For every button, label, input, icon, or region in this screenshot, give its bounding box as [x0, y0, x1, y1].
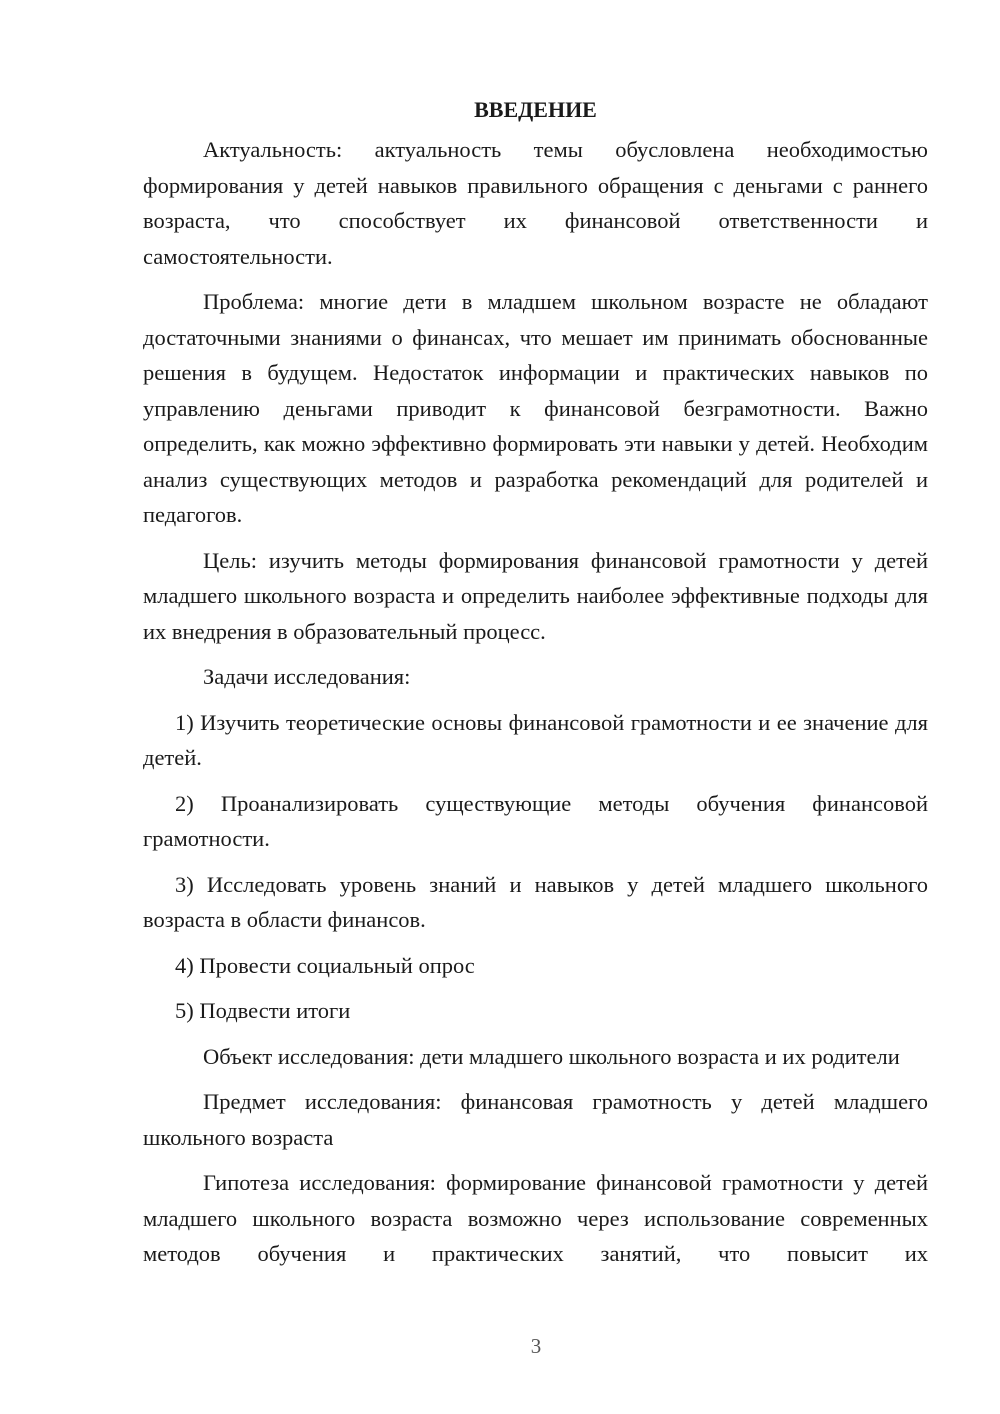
task-item-4: 4) Провести социальный опрос [175, 952, 475, 978]
paragraph-relevance: Актуальность: актуальность темы обусловлена необходимостью формирования у детей навыков правильного обращения с деньгами с раннего возраста, что способствует их финансовой ответственности и самостоятельности. [143, 137, 928, 269]
task-item-3: 3) Исследовать уровень знаний и навыков у детей младшего школьного возраста в области финансов. [143, 871, 928, 932]
page-title: ВВЕДЕНИЕ [474, 97, 597, 122]
paragraph-tasks-heading: Задачи исследования: [203, 664, 411, 689]
page-number: 3 [530, 1334, 542, 1358]
paragraph-goal: Цель: изучить методы формирования финансовой грамотности у детей младшего школьного возраста и определить наиболее эффективные подходы для их внедрения в образовательный процесс. [143, 547, 928, 644]
task-item-1: 1) Изучить теоретические основы финансовой грамотности и ее значение для детей. [143, 709, 928, 770]
task-item-2: 2) Проанализировать существующие методы обучения финансовой грамотности. [143, 790, 928, 851]
document-page [143, 92, 928, 1282]
paragraph-hypothesis: Гипотеза исследования: формирование финансовой грамотности у детей младшего школьного возраста возможно через использование современных методов обучения и практических занятий, что повысит их [143, 1170, 928, 1266]
paragraph-object: Объект исследования: дети младшего школьного возраста и их родители [203, 1043, 900, 1069]
paragraph-problem: Проблема: многие дети в младшем школьном возрасте не обладают достаточными знаниями о финансах, что мешает им принимать обоснованные решения в будущем. Недостаток информации и практических навыков по управлению деньгами приводит к финансовой безграмотности. Важно определить, как можно эффективно формировать эти навыки у детей. Необходим анализ существующих методов и разработка рекомендаций для родителей и педагогов. [143, 289, 928, 527]
task-item-5: 5) Подвести итоги [175, 998, 351, 1023]
paragraph-subject: Предмет исследования: финансовая грамотность у детей младшего школьного возраста [143, 1089, 928, 1150]
